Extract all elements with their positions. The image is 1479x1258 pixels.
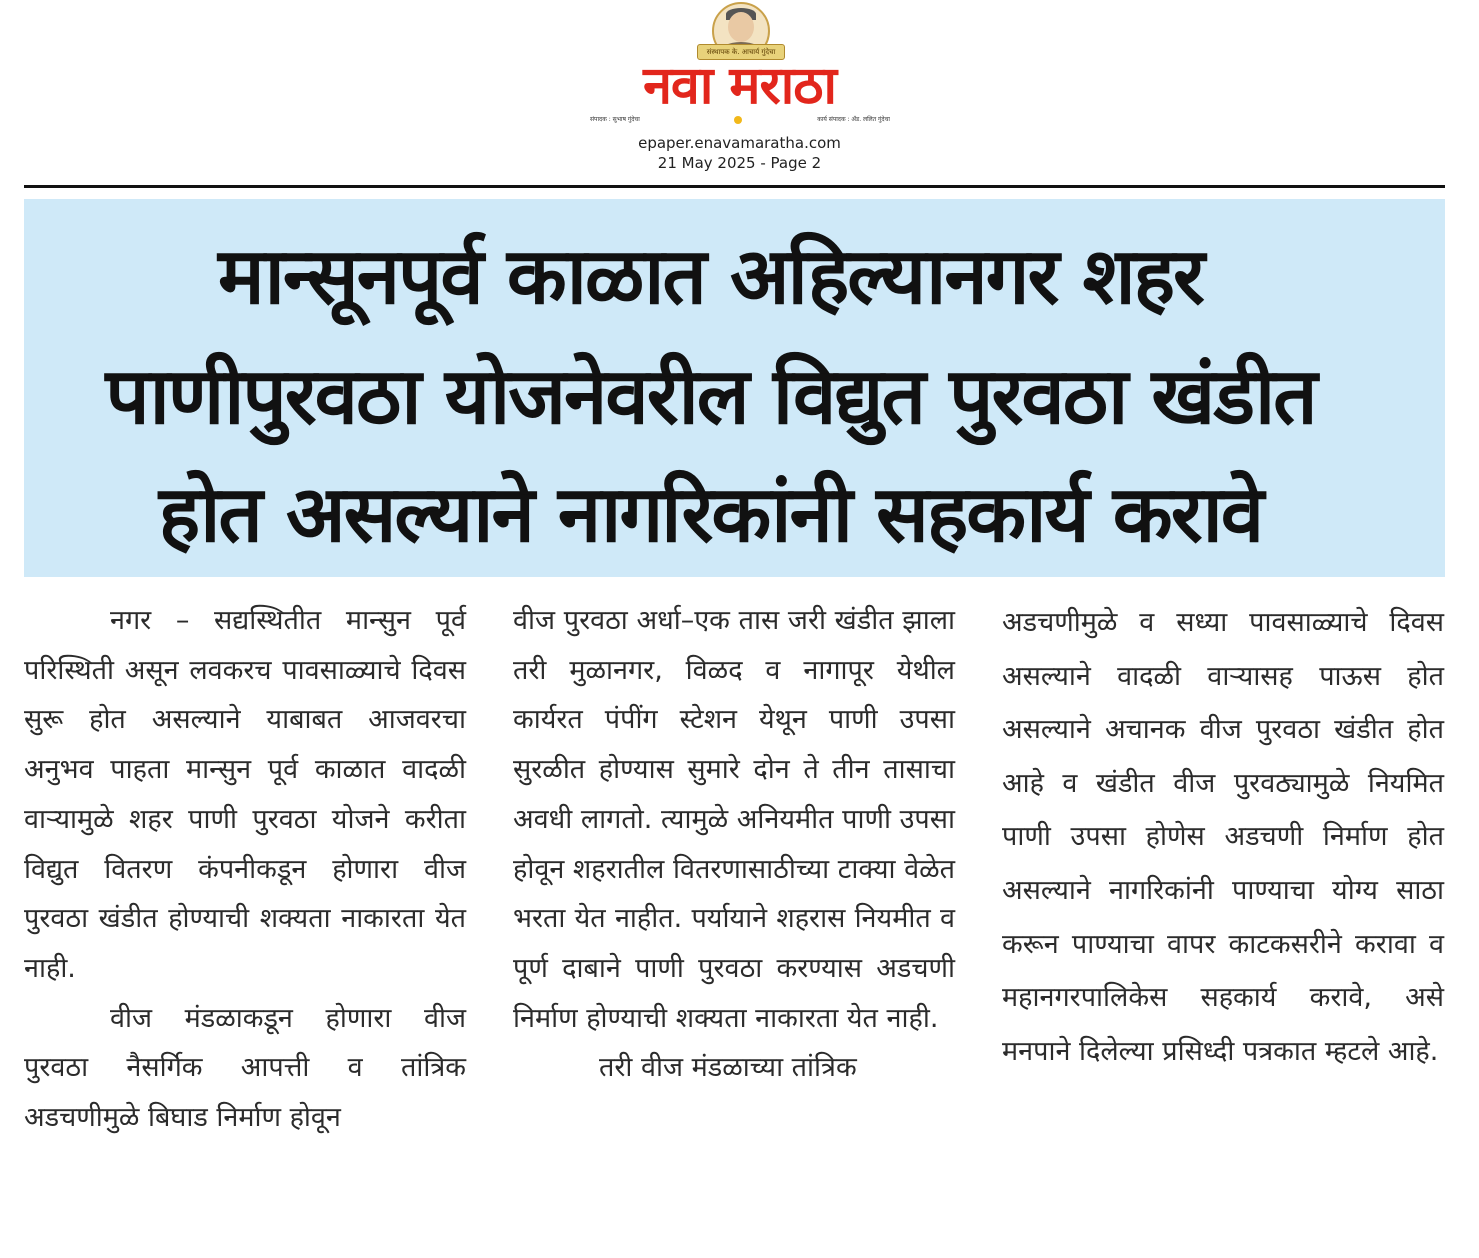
article-paragraph: वीज मंडळाकडून होणारा वीज पुरवठा नैसर्गिक आपत्ती व तांत्रिक अडचणीमुळे बिघाड निर्माण होवून [24, 1002, 466, 1134]
headline-line-1: मान्सूनपूर्व काळात अहिल्यानगर शहर [218, 232, 1203, 322]
editor-strip [590, 114, 890, 126]
article-column-2 [513, 596, 955, 1093]
dateline: 21 May 2025 - Page 2 [657, 154, 822, 172]
article-paragraph: अडचणीमुळे व सध्या पावसाळ्याचे दिवस असल्याने वादळी वाऱ्यासह पाऊस होत असल्याने अचानक वीज पुरवठा खंडीत होत आहे व खंडीत वीज पुरवठ्यामुळे नियमित पाणी उपसा होणेस अडचणी निर्माण होत असल्याने नागरिकांनी पाण्याचा योग्य साठा करून पाण्याचा वापर काटकसरीने करावा व महानगरपालिकेस सहकार्य करावे, असे मनपाने दिलेल्या प्रसिध्दी पत्रकात म्हटले आहे. [1002, 607, 1444, 1067]
sun-icon [734, 116, 742, 124]
founder-ribbon: संस्थापक के. आचार्य गुंदेचा [697, 44, 785, 60]
masthead-rule [24, 185, 1445, 188]
site-url: epaper.enavamaratha.com [638, 134, 841, 152]
newspaper-logo: नवा मराठा [643, 56, 836, 116]
editor-left: संपादक : सुभाष गुंदेचा [590, 116, 640, 123]
editor-right: कार्य संपादक : ॲड. ललित गुंदेचा [817, 116, 890, 123]
headline-line-2: पाणीपुरवठा योजनेवरील विद्युत पुरवठा खंडीत [105, 352, 1316, 442]
portrait-face [728, 12, 754, 42]
article-column-3 [1002, 596, 1444, 1078]
headline-line-3: होत असल्याने नागरिकांनी सहकार्य करावे [158, 470, 1263, 560]
masthead [0, 0, 1479, 180]
article-column-1 [24, 596, 466, 1143]
article-paragraph: तरी वीज मंडळाच्या तांत्रिक [599, 1052, 857, 1084]
article-paragraph: नगर – सद्यस्थितीत मान्सुन पूर्व परिस्थिती असून लवकरच पावसाळ्याचे दिवस सुरू होत असल्याने याबाबत आजवरचा अनुभव पाहता मान्सुन पूर्व काळात वादळी वाऱ्यामुळे शहर पाणी पुरवठा योजने करीता विद्युत वितरण कंपनीकडून होणारा वीज पुरवठा खंडीत होण्याची शक्यता नाकारता येत नाही. [24, 605, 466, 984]
article-paragraph: वीज पुरवठा अर्धा–एक तास जरी खंडीत झाला तरी मुळानगर, विळद व नागापूर येथील कार्यरत पंपींग स्टेशन येथून पाणी उपसा सुरळीत होण्यास सुमारे दोन ते तीन तासाचा अवधी लागतो. त्यामुळे अनियमीत पाणी उपसा होवून शहरातील वितरणासाठीच्या टाक्या वेळेत भरता येत नाहीत. पर्यायाने शहरास नियमीत व पूर्ण दाबाने पाणी पुरवठा करण्यास अडचणी निर्माण होण्याची शक्यता नाकारता येत नाही. [513, 605, 955, 1034]
